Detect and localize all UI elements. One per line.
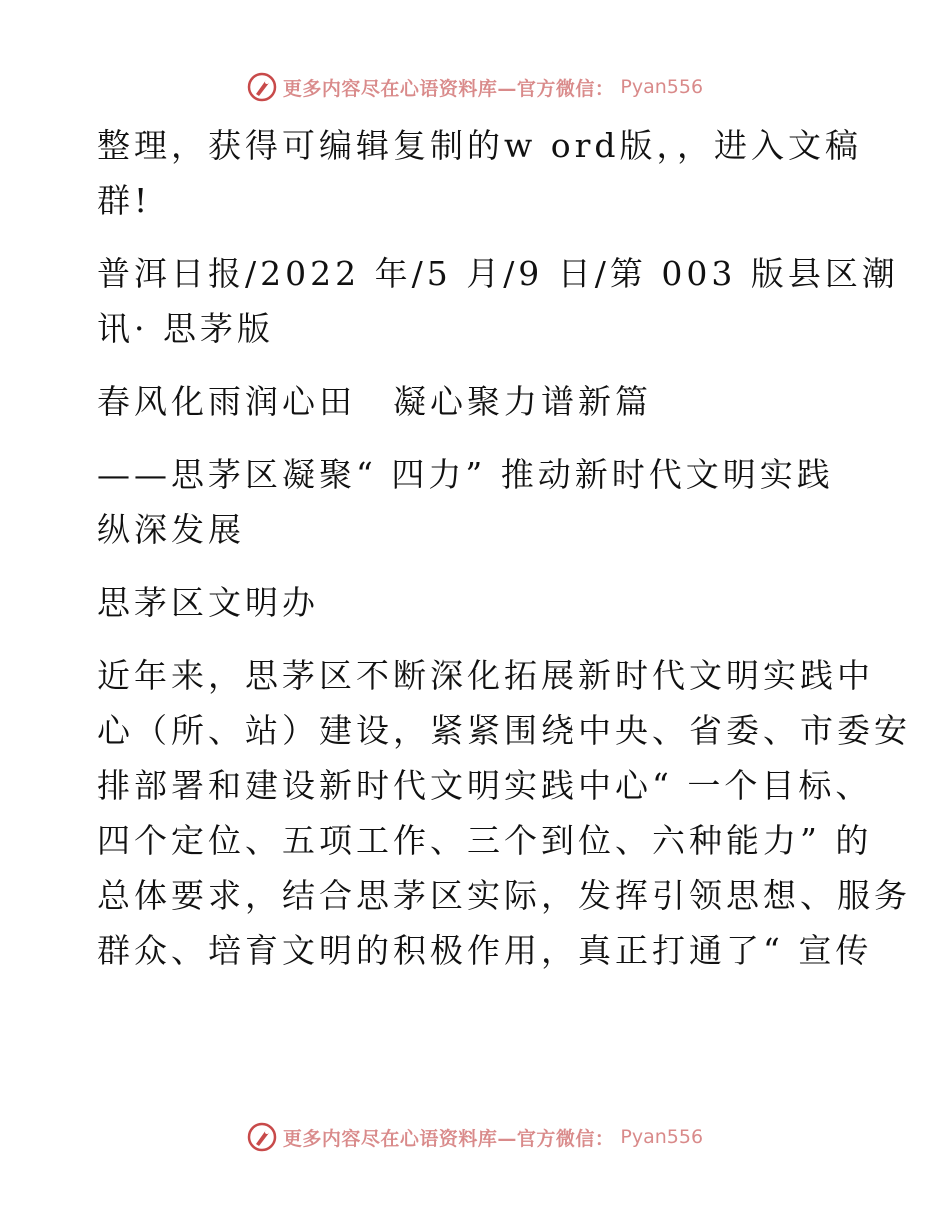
text-line: 群众、培育文明的积极作用，真正打通了“ 宣传 — [97, 931, 873, 970]
document-body — [97, 118, 911, 978]
pen-nib-logo-icon — [247, 72, 277, 102]
paragraph-source — [97, 246, 899, 356]
text-line: 春风化雨润心田 凝心聚力谱新篇 — [97, 382, 652, 421]
watermark-text: 更多内容尽在心语资料库—官方微信： — [282, 1127, 615, 1150]
watermark-id: Pyan556 — [620, 1126, 704, 1148]
article-author — [97, 575, 857, 630]
text-line: 近年来，思茅区不断深化拓展新时代文明实践中 — [97, 656, 874, 695]
watermark-text: 更多内容尽在心语资料库—官方微信： — [282, 77, 615, 100]
text-line: 纵深发展 — [97, 510, 245, 549]
header-watermark — [0, 72, 950, 102]
text-line: 总体要求，结合思茅区实际，发挥引领思想、服务 — [97, 876, 911, 915]
text-line: 讯· 思茅版 — [97, 309, 274, 348]
article-subtitle — [97, 447, 857, 557]
watermark-id: Pyan556 — [620, 76, 704, 98]
text-line: ——思茅区凝聚“ 四力” 推动新时代文明实践 — [97, 455, 834, 494]
footer-watermark — [0, 1122, 950, 1152]
text-line: 心（所、站）建设，紧紧围绕中央、省委、市委安 — [97, 711, 911, 750]
text-line: 普洱日报/2022 年/5 月/9 日/第 003 版县区潮 — [97, 254, 899, 293]
text-line: 四个定位、五项工作、三个到位、六种能力” 的 — [97, 821, 873, 860]
paragraph-body — [97, 648, 911, 978]
text-line: 思茅区文明办 — [97, 583, 319, 622]
text-line: 排部署和建设新时代文明实践中心“ 一个目标、 — [97, 766, 873, 805]
article-title — [97, 374, 857, 429]
text-line: 群! — [97, 181, 152, 220]
pen-nib-logo-icon — [247, 1122, 277, 1152]
paragraph-intro — [97, 118, 863, 228]
text-line: 整理，获得可编辑复制的w ord版，，进入文稿 — [97, 126, 863, 165]
